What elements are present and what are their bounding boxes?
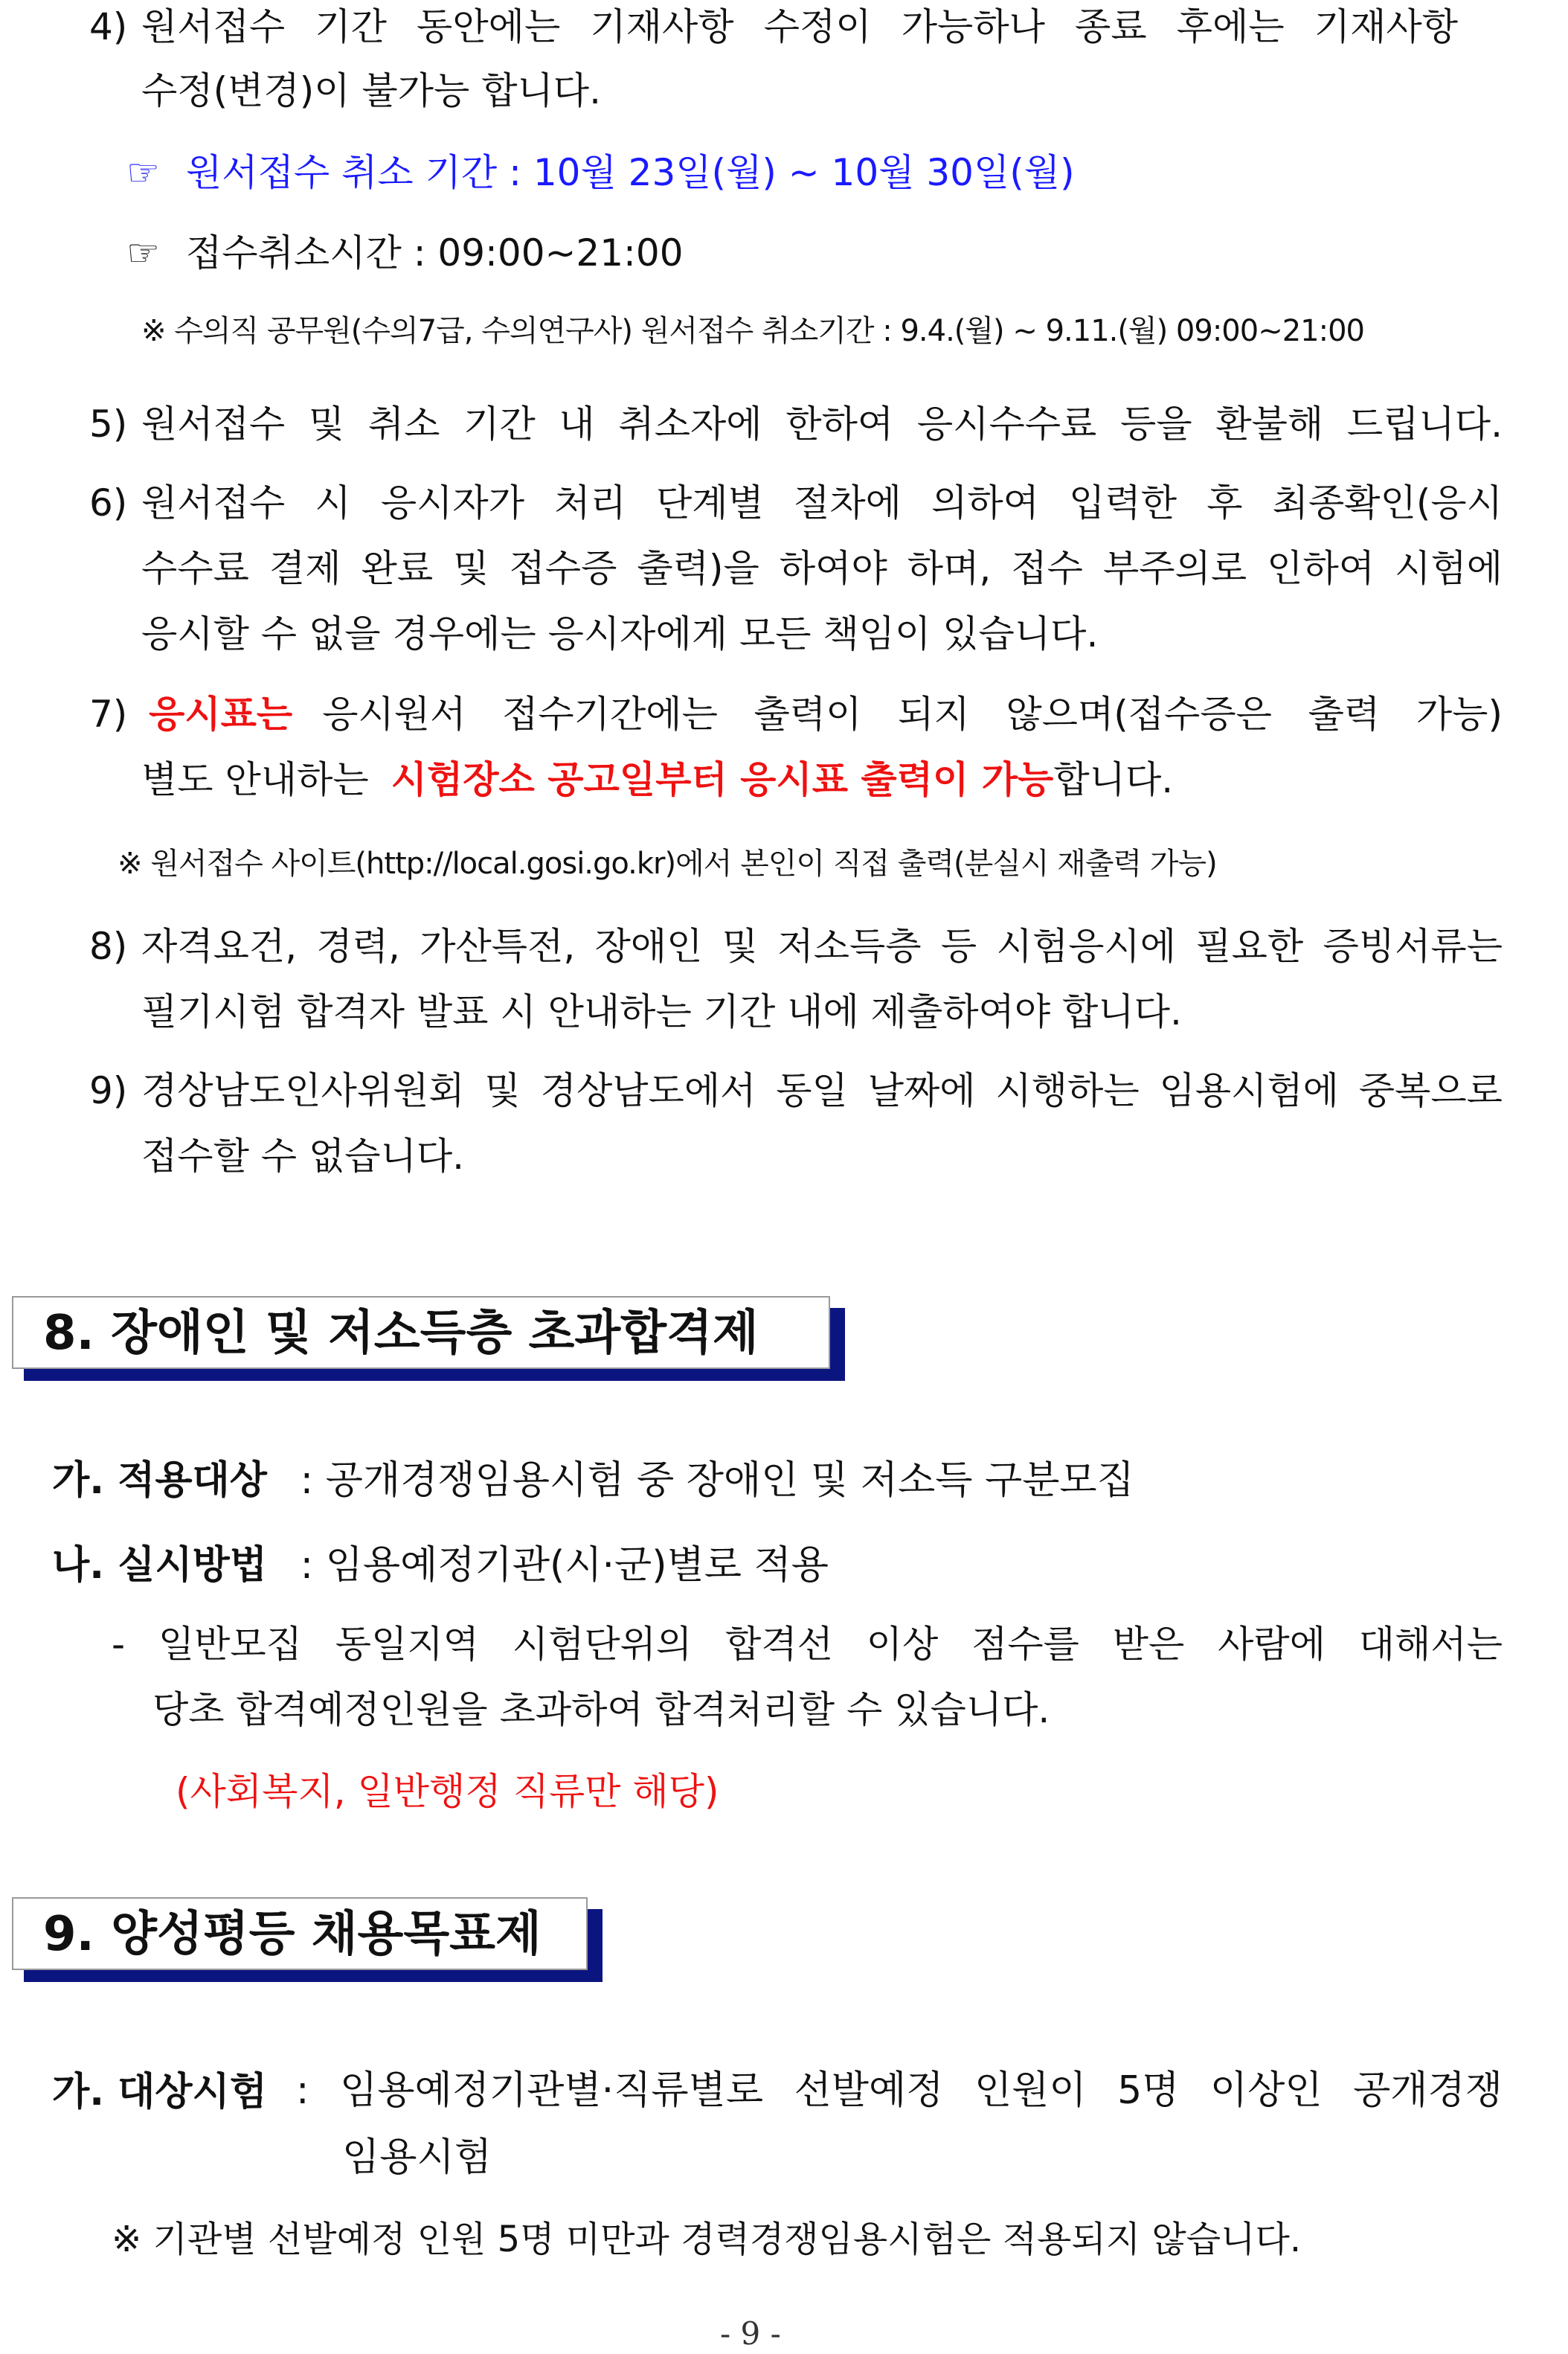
item-4-number: 4)	[89, 5, 128, 48]
item-9-line-2: 접수할 수 없습니다.	[141, 1135, 465, 1178]
item-7-line-2-start: 별도 안내하는	[141, 758, 369, 801]
site-note: ※ 원서접수 사이트(http://local.gosi.go.kr)에서 본인이 직접 출력(분실시 재출력 가능)	[118, 847, 1217, 881]
section-8-dash-line-2: 당초 합격예정인원을 초과하여 합격처리할 수 있습니다.	[152, 1688, 1050, 1731]
item-9-line-1: 경상남도인사위원회 및 경상남도에서 동일 날짜에 시행하는 임용시험에 중복으로	[141, 1069, 1503, 1112]
section-8-dash-line-1: - 일반모집 동일지역 시험단위의 합격선 이상 점수를 받은 사람에 대해서는	[112, 1623, 1503, 1666]
item-6-line-1: 원서접수 시 응시자가 처리 단계별 절차에 의하여 입력한 후 최종확인(응시	[141, 481, 1503, 525]
item-9-number: 9)	[89, 1069, 128, 1112]
section-9-target-text-line-2: 임용시험	[342, 2135, 492, 2180]
item-6-number: 6)	[89, 481, 128, 525]
item-7-line-2	[141, 757, 1173, 802]
pointing-hand-icon: ☞	[126, 151, 160, 194]
section-8-target	[52, 1457, 1134, 1504]
cancel-time: 접수취소시간 : 09:00~21:00	[186, 231, 684, 275]
item-5-line-1: 원서접수 및 취소 기간 내 취소자에 한하여 응시수수료 등을 환불해 드립니다.	[141, 403, 1503, 446]
item-6-line-2: 수수료 결제 완료 및 접수증 출력)을 하여야 하며, 접수 부주의로 인하여 시험에	[141, 547, 1503, 590]
item-8-line-1: 자격요건, 경력, 가산특전, 장애인 및 저소득층 등 시험응시에 필요한 증빙서류는	[141, 925, 1503, 968]
section-9-note: ※ 기관별 선발예정 인원 5명 미만과 경력경쟁임용시험은 적용되지 않습니다.	[112, 2219, 1302, 2260]
print-available-highlight: 시험장소 공고일부터 응시표 출력이 가능	[391, 758, 1054, 801]
section-9-target	[52, 2068, 267, 2116]
vet-cancel-note: ※ 수의직 공무원(수의7급, 수의연구사) 원서접수 취소기간 : 9.4.(월) ~ 9.11.(월) 09:00~21:00	[141, 314, 1364, 348]
item-5-number: 5)	[89, 403, 128, 446]
section-9-title: 9. 양성평등 채용목표제	[43, 1907, 542, 1962]
pointing-hand-icon: ☞	[126, 231, 160, 275]
item-7-number: 7)	[89, 693, 128, 736]
section-8-method-label: 나. 실시방법	[52, 1543, 268, 1588]
section-8-method	[52, 1542, 829, 1589]
section-9-target-text-line-1: : 임용예정기관별·직류별로 선발예정 인원이 5명 이상인 공개경쟁	[296, 2068, 1503, 2113]
section-8-target-text: : 공개경쟁임용시험 중 장애인 및 저소득 구분모집	[300, 1458, 1134, 1503]
item-6-line-3: 응시할 수 없을 경우에는 응시자에게 모든 책임이 있습니다.	[141, 612, 1099, 655]
cancel-period: 원서접수 취소 기간 : 10월 23일(월) ~ 10월 30일(월)	[186, 151, 1075, 194]
section-8-target-label: 가. 적용대상	[52, 1458, 268, 1503]
item-7-line-1	[149, 692, 1503, 737]
item-7-line-2-end: 합니다.	[1053, 758, 1174, 801]
section-9-target-label: 가. 대상시험	[52, 2070, 268, 2114]
item-8-line-2: 필기시험 합격자 발표 시 안내하는 기간 내에 제출하여야 합니다.	[141, 990, 1182, 1033]
item-4-line-2: 수정(변경)이 불가능 합니다.	[141, 69, 601, 112]
page-number: - 9 -	[720, 2315, 781, 2352]
item-7-line-1-rest: 응시원서 접수기간에는 출력이 되지 않으며(접수증은 출력 가능)	[322, 693, 1503, 736]
item-8-number: 8)	[89, 925, 128, 968]
section-8-title: 8. 장애인 및 저소득층 초과합격제	[43, 1306, 759, 1361]
section-8-method-text: : 임용예정기관(시·군)별로 적용	[300, 1543, 829, 1588]
section-8-red-note: (사회복지, 일반행정 직류만 해당)	[176, 1770, 719, 1813]
admission-ticket-label: 응시표는	[149, 693, 293, 736]
item-4-line-1: 원서접수 기간 동안에는 기재사항 수정이 가능하나 종료 후에는 기재사항	[141, 5, 1458, 48]
